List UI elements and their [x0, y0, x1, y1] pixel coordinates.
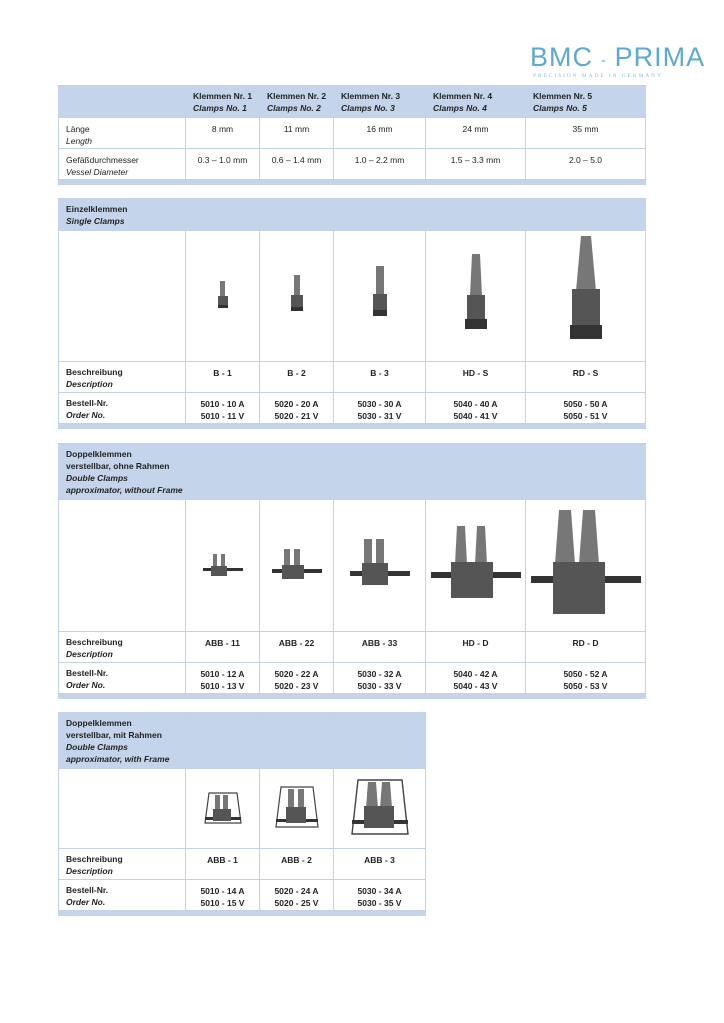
- description-row: [59, 632, 646, 663]
- spec-cell: 1.0 – 2.2 mm: [334, 149, 426, 180]
- clamp-abb22-image: [260, 500, 334, 632]
- order-cell: 5020 - 20 A 5020 - 21 V: [260, 393, 334, 424]
- description-cell: B - 2: [260, 362, 334, 393]
- row-label: Bestell-Nr. Order No.: [59, 393, 186, 424]
- table-footer-bar: [59, 694, 646, 699]
- order-cell: 5020 - 24 A 5020 - 25 V: [260, 880, 334, 911]
- brand-name-bmc: BMC: [530, 42, 593, 72]
- brand-wordmark: [530, 42, 706, 72]
- order-cell: 5050 - 50 A 5050 - 51 V: [526, 393, 646, 424]
- order-cell: 5050 - 52 A 5050 - 53 V: [526, 663, 646, 694]
- section-title: Einzelklemmen Single Clamps: [59, 199, 186, 231]
- product-image-row: [59, 769, 426, 849]
- description-cell: B - 1: [186, 362, 260, 393]
- order-cell: 5010 - 10 A 5010 - 11 V: [186, 393, 260, 424]
- section-title: Doppelklemmen verstellbar, ohne Rahmen Double Clamps approximator, without Frame: [59, 444, 186, 500]
- spec-cell: 1.5 – 3.3 mm: [426, 149, 526, 180]
- spec-table: [58, 85, 646, 185]
- spec-cell: 16 mm: [334, 118, 426, 149]
- description-cell: RD - D: [526, 632, 646, 663]
- description-cell: ABB - 33: [334, 632, 426, 663]
- table-footer-bar: [59, 911, 426, 916]
- spec-cell: 0.6 – 1.4 mm: [260, 149, 334, 180]
- spec-col-2: Klemmen Nr. 2 Clamps No. 2: [260, 86, 334, 118]
- spec-cell: 2.0 – 5.0: [526, 149, 646, 180]
- order-cell: 5040 - 40 A 5040 - 41 V: [426, 393, 526, 424]
- description-cell: B - 3: [334, 362, 426, 393]
- spec-col-4: Klemmen Nr. 4 Clamps No. 4: [426, 86, 526, 118]
- spec-row-length: [59, 118, 646, 149]
- clamp-abb1-image: [186, 769, 260, 849]
- row-label: Bestell-Nr. Order No.: [59, 663, 186, 694]
- section-header-row: [59, 713, 426, 769]
- description-cell: HD - D: [426, 632, 526, 663]
- order-cell: 5040 - 42 A 5040 - 43 V: [426, 663, 526, 694]
- clamp-abb11-image: [186, 500, 260, 632]
- row-label: Bestell-Nr. Order No.: [59, 880, 186, 911]
- order-cell: 5020 - 22 A 5020 - 23 V: [260, 663, 334, 694]
- spec-col-3: Klemmen Nr. 3 Clamps No. 3: [334, 86, 426, 118]
- clamp-hdd-image: [426, 500, 526, 632]
- description-cell: ABB - 2: [260, 849, 334, 880]
- clamp-abb33-image: [334, 500, 426, 632]
- spec-cell: 24 mm: [426, 118, 526, 149]
- spec-cell: 0.3 – 1.0 mm: [186, 149, 260, 180]
- section-title: Doppelklemmen verstellbar, mit Rahmen Double Clamps approximator, with Frame: [59, 713, 186, 769]
- double-clamps-no-frame-table: [58, 443, 646, 699]
- spec-row-label: Gefäßdurchmesser Vessel Diameter: [59, 149, 186, 180]
- product-image-row: [59, 500, 646, 632]
- brand-logo: [530, 42, 706, 80]
- section-header-row: [59, 444, 646, 500]
- spec-cell: 11 mm: [260, 118, 334, 149]
- description-cell: ABB - 1: [186, 849, 260, 880]
- order-row: [59, 663, 646, 694]
- spec-cell: 35 mm: [526, 118, 646, 149]
- table-footer-bar: [59, 180, 646, 185]
- brand-tagline: PRECISION MADE IN GERMANY: [533, 73, 663, 80]
- order-cell: 5030 - 34 A 5030 - 35 V: [334, 880, 426, 911]
- spec-col-5: Klemmen Nr. 5 Clamps No. 5: [526, 86, 646, 118]
- description-row: [59, 362, 646, 393]
- row-label: Beschreibung Description: [59, 632, 186, 663]
- brand-name-prima: PRIMA: [614, 42, 706, 72]
- clamp-rdd-image: [526, 500, 646, 632]
- row-label: Beschreibung Description: [59, 849, 186, 880]
- row-label: Beschreibung Description: [59, 362, 186, 393]
- clamp-hds-image: [426, 231, 526, 362]
- order-cell: 5030 - 30 A 5030 - 31 V: [334, 393, 426, 424]
- spec-col-1: Klemmen Nr. 1 Clamps No. 1: [186, 86, 260, 118]
- clamp-abb3-image: [334, 769, 426, 849]
- order-row: [59, 393, 646, 424]
- clamp-b3-image: [334, 231, 426, 362]
- clamp-b1-image: [186, 231, 260, 362]
- double-clamps-frame-table: [58, 712, 426, 916]
- clamp-abb2-image: [260, 769, 334, 849]
- clamp-rds-image: [526, 231, 646, 362]
- single-clamps-table: [58, 198, 646, 429]
- description-cell: HD - S: [426, 362, 526, 393]
- table-footer-bar: [59, 424, 646, 429]
- spec-row-label: Länge Length: [59, 118, 186, 149]
- brand-separator: -: [600, 51, 607, 68]
- section-header-row: [59, 199, 646, 231]
- description-row: [59, 849, 426, 880]
- description-cell: ABB - 3: [334, 849, 426, 880]
- description-cell: ABB - 11: [186, 632, 260, 663]
- order-cell: 5010 - 12 A 5010 - 13 V: [186, 663, 260, 694]
- spec-header-empty: [59, 86, 186, 118]
- order-cell: 5030 - 32 A 5030 - 33 V: [334, 663, 426, 694]
- spec-cell: 8 mm: [186, 118, 260, 149]
- product-image-row: [59, 231, 646, 362]
- description-cell: RD - S: [526, 362, 646, 393]
- order-row: [59, 880, 426, 911]
- description-cell: ABB - 22: [260, 632, 334, 663]
- order-cell: 5010 - 14 A 5010 - 15 V: [186, 880, 260, 911]
- spec-row-diameter: [59, 149, 646, 180]
- spec-header-row: [59, 86, 646, 118]
- clamp-b2-image: [260, 231, 334, 362]
